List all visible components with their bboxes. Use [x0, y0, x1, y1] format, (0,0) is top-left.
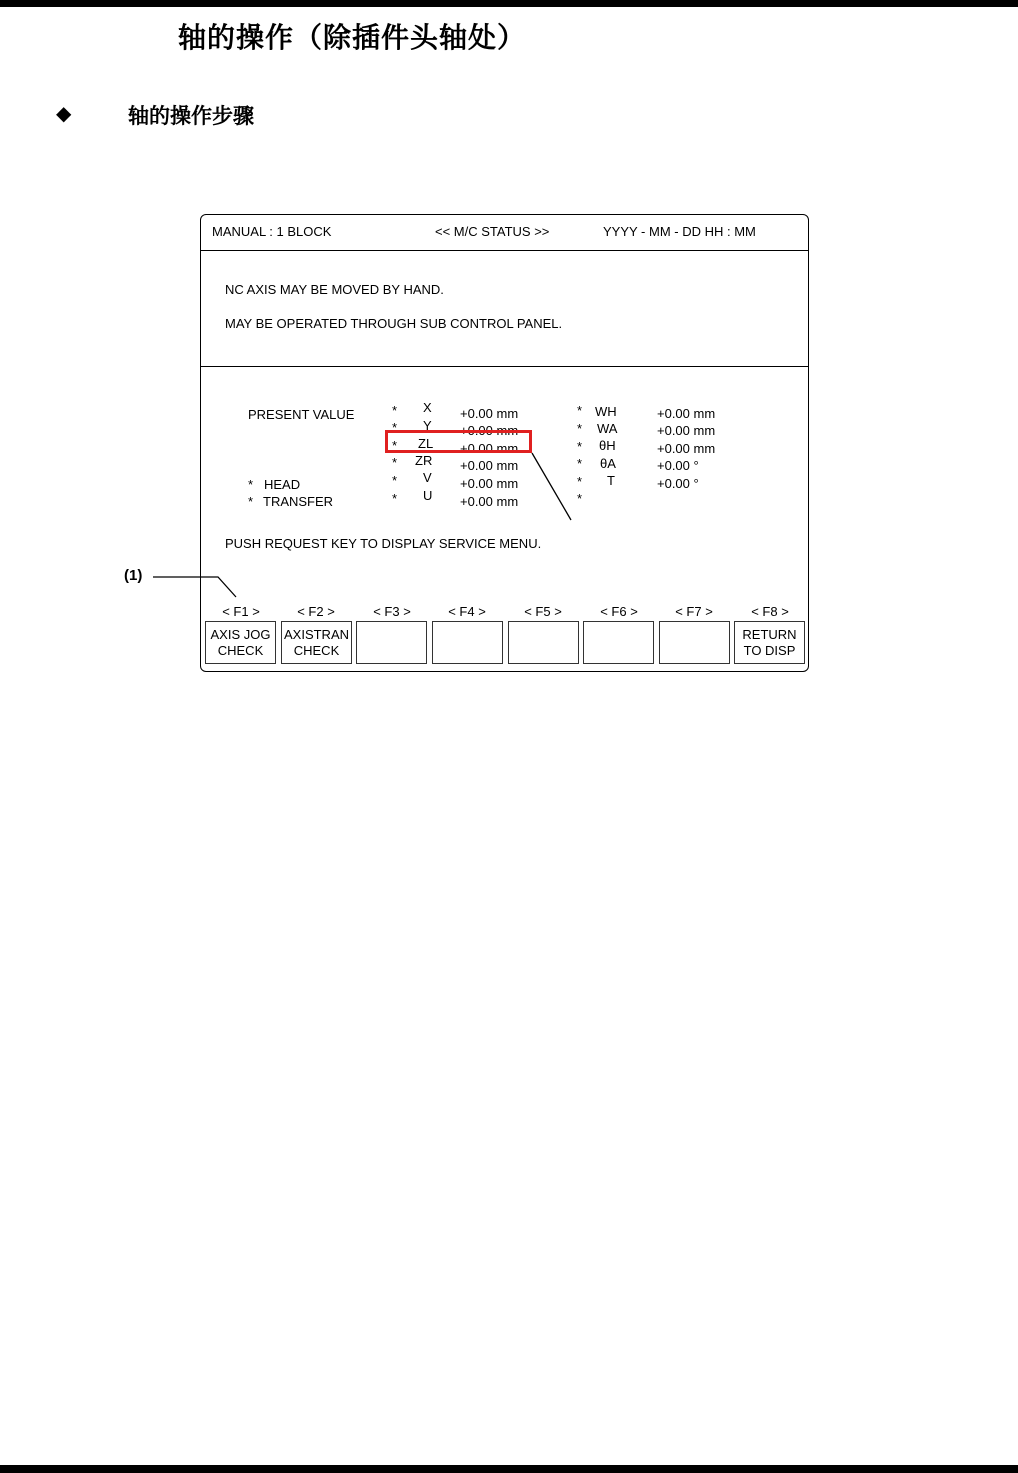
message-area: [201, 250, 808, 367]
axis-asterisk: *: [577, 491, 583, 506]
head-asterisk: *: [248, 477, 254, 492]
axis-asterisk: *: [392, 403, 398, 418]
axis-value: +0.00 mm: [460, 476, 519, 491]
f1-key-label: < F1 >: [222, 604, 260, 619]
present-value-label: PRESENT VALUE: [248, 407, 355, 422]
f6-button[interactable]: [583, 621, 654, 664]
f5-key-label: < F5 >: [524, 604, 562, 619]
axis-name: θH: [599, 438, 616, 453]
axis-asterisk: *: [392, 473, 398, 488]
f4-button[interactable]: [432, 621, 503, 664]
axis-name: WA: [597, 421, 618, 436]
axis-asterisk: *: [577, 421, 583, 436]
head-label: HEAD: [264, 477, 301, 492]
f2-key-label: < F2 >: [297, 604, 335, 619]
callout-label: (1): [124, 567, 143, 584]
axis-name: U: [423, 488, 433, 503]
f7-button[interactable]: [659, 621, 730, 664]
button-label-line: TO DISP: [743, 642, 796, 658]
f7-key-label: < F7 >: [675, 604, 713, 619]
axis-name: WH: [595, 404, 617, 419]
button-label-line: CHECK: [293, 642, 340, 658]
f3-key-label: < F3 >: [373, 604, 411, 619]
axis-value: +0.00 mm: [657, 423, 716, 438]
axis-asterisk: *: [577, 474, 583, 489]
axis-value: +0.00 mm: [460, 494, 519, 509]
mode-label: MANUAL : 1 BLOCK: [212, 224, 332, 239]
f4-key-label: < F4 >: [448, 604, 486, 619]
axis-asterisk: *: [577, 456, 583, 471]
axis-value: +0.00 mm: [460, 441, 519, 456]
f8-key-label: < F8 >: [751, 604, 789, 619]
machine-status-label: << M/C STATUS >>: [435, 224, 550, 239]
axis-name: T: [607, 473, 615, 488]
axis-name: θA: [600, 456, 616, 471]
message-line: MAY BE OPERATED THROUGH SUB CONTROL PANEL.: [225, 316, 563, 331]
axis-name: ZL: [418, 436, 434, 451]
axis-value: +0.00 mm: [460, 406, 519, 421]
axis-asterisk: *: [577, 403, 583, 418]
message-line: NC AXIS MAY BE MOVED BY HAND.: [225, 282, 444, 297]
f6-key-label: < F6 >: [600, 604, 638, 619]
top-rule: [0, 0, 1018, 7]
section-heading: 轴的操作步骤: [128, 104, 254, 128]
axis-value: +0.00 mm: [460, 423, 519, 438]
axis-asterisk: *: [392, 438, 398, 453]
transfer-label: TRANSFER: [263, 494, 334, 509]
axistran-check-button[interactable]: [281, 621, 352, 664]
zl-axis-highlight: [385, 430, 532, 453]
axis-asterisk: *: [577, 439, 583, 454]
axis-value: +0.00 °: [657, 476, 699, 491]
transfer-asterisk: *: [248, 494, 254, 509]
axis-name: ZR: [415, 453, 433, 468]
axis-name: X: [423, 400, 432, 415]
diamond-bullet-icon: ◆: [56, 101, 72, 125]
f5-button[interactable]: [508, 621, 579, 664]
page-title: 轴的操作（除插件头轴处）: [178, 21, 527, 54]
axis-value: +0.00 °: [657, 458, 699, 473]
button-label-line: RETURN: [742, 626, 797, 642]
button-label-line: AXIS JOG: [210, 626, 271, 642]
axis-asterisk: *: [392, 420, 398, 435]
status-bar: [201, 215, 808, 251]
axis-jog-check-button[interactable]: [205, 621, 276, 664]
axis-asterisk: *: [392, 491, 398, 506]
bottom-rule: [0, 1465, 1018, 1473]
button-label-line: AXISTRAN: [283, 626, 349, 642]
axis-asterisk: *: [392, 455, 398, 470]
axis-value: +0.00 mm: [460, 458, 519, 473]
axis-value: +0.00 mm: [657, 441, 716, 456]
service-menu-prompt: PUSH REQUEST KEY TO DISPLAY SERVICE MENU.: [225, 536, 542, 551]
f3-button[interactable]: [356, 621, 427, 664]
axis-value: +0.00 mm: [657, 406, 716, 421]
axis-name: V: [423, 470, 432, 485]
axis-name: Y: [423, 418, 432, 433]
datetime-label: YYYY - MM - DD HH : MM: [603, 224, 756, 239]
button-label-line: CHECK: [217, 642, 264, 658]
return-to-disp-button[interactable]: [734, 621, 805, 664]
